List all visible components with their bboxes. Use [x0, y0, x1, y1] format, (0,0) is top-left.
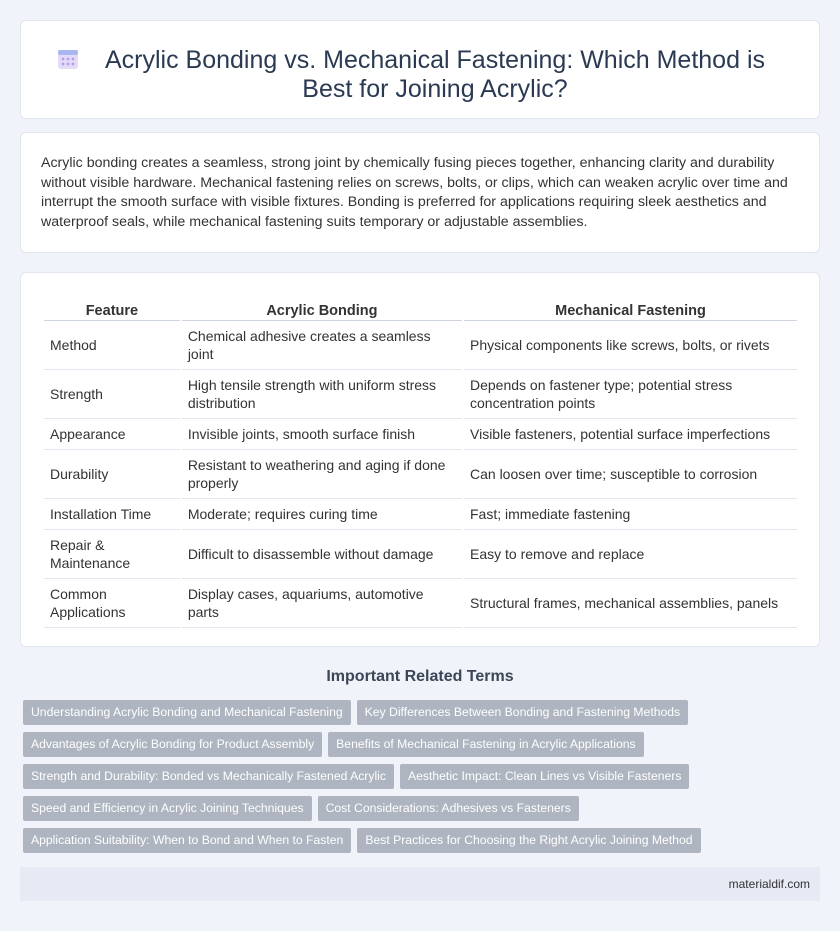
related-terms-heading: Important Related Terms	[326, 668, 514, 685]
table-cell-feature: Durability	[44, 450, 180, 499]
related-term-tag[interactable]: Aesthetic Impact: Clean Lines vs Visible Fasteners	[400, 764, 689, 789]
related-term-tag[interactable]: Advantages of Acrylic Bonding for Product Assembly	[23, 732, 322, 757]
table-cell-fastening: Structural frames, mechanical assemblies, panels	[464, 579, 797, 628]
table-cell-fastening: Can loosen over time; susceptible to corrosion	[464, 450, 797, 499]
table-cell-feature: Installation Time	[44, 499, 180, 530]
table-row	[44, 450, 797, 499]
table-cell-feature: Repair & Maintenance	[44, 530, 180, 579]
comparison-table-card	[20, 272, 820, 647]
related-term-tag[interactable]: Cost Considerations: Adhesives vs Fasteners	[318, 796, 579, 821]
table-cell-fastening: Physical components like screws, bolts, or rivets	[464, 321, 797, 370]
table-cell-fastening: Fast; immediate fastening	[464, 499, 797, 530]
related-term-tag[interactable]: Application Suitability: When to Bond and When to Fasten	[23, 828, 351, 853]
table-cell-bonding: Invisible joints, smooth surface finish	[182, 419, 462, 450]
related-terms-list	[23, 700, 803, 860]
footer	[20, 867, 820, 901]
table-row	[44, 499, 797, 530]
related-term-tag[interactable]: Understanding Acrylic Bonding and Mechanical Fastening	[23, 700, 351, 725]
table-cell-fastening: Depends on fastener type; potential stress concentration points	[464, 370, 797, 419]
table-cell-feature: Method	[44, 321, 180, 370]
table-cell-bonding: Chemical adhesive creates a seamless joint	[182, 321, 462, 370]
table-cell-bonding: Difficult to disassemble without damage	[182, 530, 462, 579]
table-header-row	[44, 297, 797, 321]
column-header-mechanical-fastening: Mechanical Fastening	[464, 297, 797, 321]
table-cell-fastening: Visible fasteners, potential surface imperfections	[464, 419, 797, 450]
table-cell-bonding: High tensile strength with uniform stress distribution	[182, 370, 462, 419]
table-cell-bonding: Display cases, aquariums, automotive parts	[182, 579, 462, 628]
column-header-acrylic-bonding: Acrylic Bonding	[182, 297, 462, 321]
related-term-tag[interactable]: Key Differences Between Bonding and Fastening Methods	[357, 700, 689, 725]
table-row	[44, 321, 797, 370]
table-row	[44, 579, 797, 628]
table-row	[44, 419, 797, 450]
related-term-tag[interactable]: Strength and Durability: Bonded vs Mechanically Fastened Acrylic	[23, 764, 394, 789]
related-term-tag[interactable]: Speed and Efficiency in Acrylic Joining Techniques	[23, 796, 312, 821]
column-header-feature: Feature	[44, 297, 180, 321]
table-cell-fastening: Easy to remove and replace	[464, 530, 797, 579]
table-cell-feature: Appearance	[44, 419, 180, 450]
footer-site-link[interactable]: materialdif.com	[728, 877, 810, 891]
related-term-tag[interactable]: Benefits of Mechanical Fastening in Acrylic Applications	[328, 732, 643, 757]
page-title: Acrylic Bonding vs. Mechanical Fastening: Which Method is Best for Joining Acrylic?	[104, 46, 765, 103]
table-cell-feature: Common Applications	[44, 579, 180, 628]
table-cell-bonding: Moderate; requires curing time	[182, 499, 462, 530]
comparison-table	[42, 297, 799, 628]
summary-card	[20, 132, 820, 253]
summary-text: Acrylic bonding creates a seamless, strong joint by chemically fusing pieces together, enhancing clarity and durability without visible hardware. Mechanical fastening relies on screws, bolts, or clips, which can weaken acrylic over time and interrupt the smooth surface with visible fixtures. Bonding is preferred for applications requiring sleek aesthetics and waterproof seals, while mechanical fastening suits temporary or adjustable assemblies.	[41, 155, 788, 230]
related-term-tag[interactable]: Best Practices for Choosing the Right Acrylic Joining Method	[357, 828, 700, 853]
table-row	[44, 530, 797, 579]
table-cell-bonding: Resistant to weathering and aging if done properly	[182, 450, 462, 499]
table-row	[44, 370, 797, 419]
title-card	[20, 20, 820, 119]
table-cell-feature: Strength	[44, 370, 180, 419]
